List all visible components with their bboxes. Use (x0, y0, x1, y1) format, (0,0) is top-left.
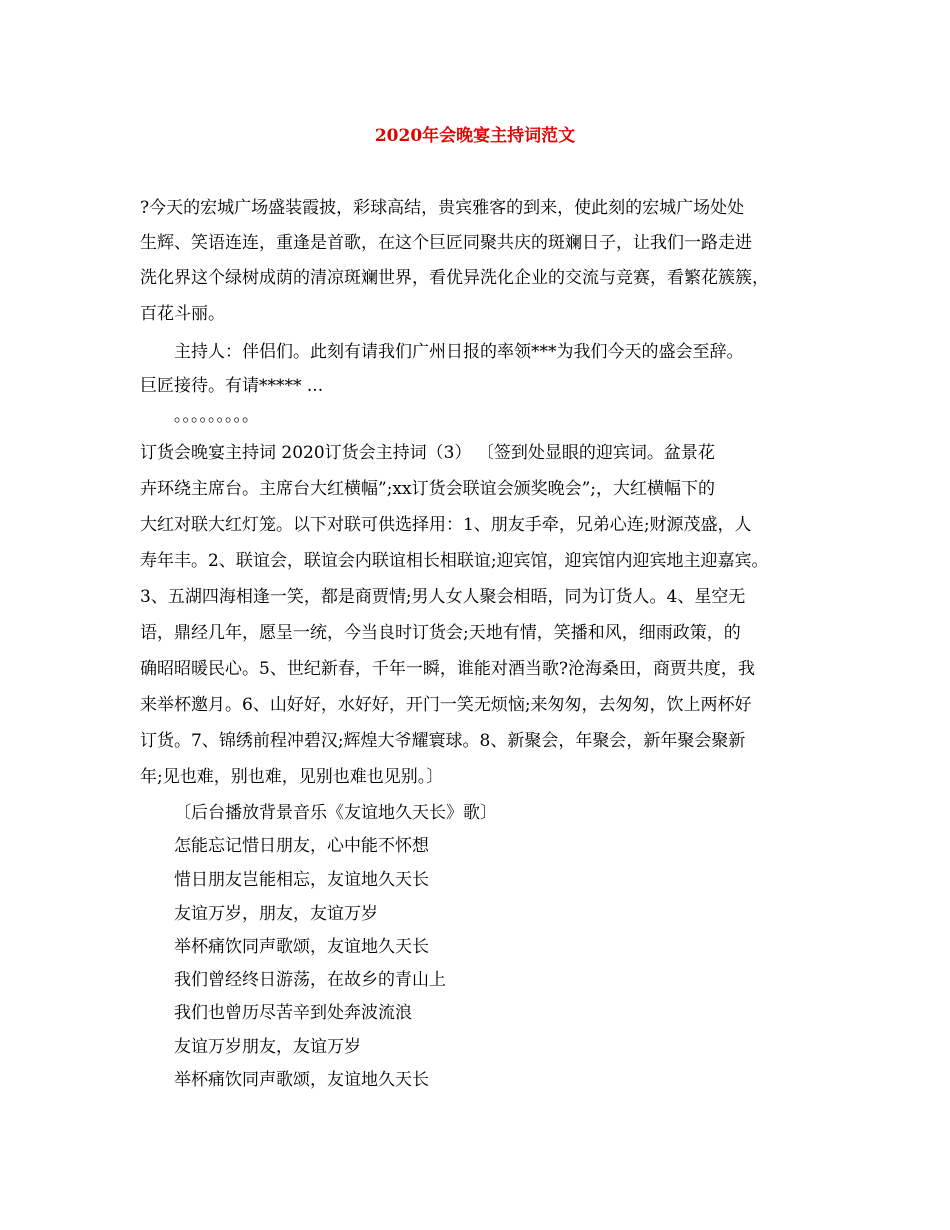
body-line: 语，鼎经几年，愿呈一统，今当良时订货会;天地有情，笑播和风，细雨政策，的 (140, 623, 741, 643)
body-line: 生辉、笑语连连，重逢是首歌，在这个巨匠同聚共庆的斑斓日子，让我们一路走进 (140, 233, 752, 253)
body-line: 寿年丰。2、联谊会，联谊会内联谊相长相联谊;迎宾馆，迎宾馆内迎宾地主迎嘉宾。 (140, 551, 769, 571)
body-line: 年;见也难，别也难，见别也难也见别。〕 (140, 767, 444, 787)
lyric-line: 友谊万岁，朋友，友谊万岁 (174, 904, 378, 924)
body-line: 3、五湖四海相逢一笑，都是商贾情;男人女人聚会相晤，同为订货人。4、星空无 (140, 587, 746, 607)
body-line: ?今天的宏城广场盛装霞披，彩球高结，贵宾雅客的到来，使此刻的宏城广场处处 (140, 198, 745, 218)
host-line: 主持人：伴侣们。此刻有请我们广州日报的率领***为我们今天的盛会至辞。 (174, 342, 744, 362)
lyric-line: 我们曾经终日游荡，在故乡的青山上 (174, 970, 446, 990)
stage-direction: 〔后台播放背景音乐《友谊地久天长》歌〕 (174, 803, 497, 823)
ellipsis-line: 。。。。。。。。。 (174, 406, 259, 426)
body-line: 订货会晚宴主持词 2020订货会主持词（3） 〔签到处显眼的迎宾词。盆景花 (140, 443, 715, 463)
body-line: 确昭昭暖民心。5、世纪新春，千年一瞬，谁能对酒当歌?沧海桑田，商贾共度，我 (140, 659, 755, 679)
lyric-line: 友谊万岁朋友，友谊万岁 (174, 1037, 361, 1057)
lyric-line: 惜日朋友岂能相忘，友谊地久天长 (174, 870, 429, 890)
lyric-line: 怎能忘记惜日朋友，心中能不怀想 (174, 836, 429, 856)
body-line: 巨匠接待。有请***** ... (140, 376, 324, 396)
body-line: 洗化界这个绿树成荫的清凉斑斓世界，看优异洗化企业的交流与竞赛，看繁花簇簇， (140, 268, 769, 288)
body-line: 订货。7、锦绣前程冲碧汉;辉煌大爷耀寰球。8、新聚会，年聚会，新年聚会聚新 (140, 731, 746, 751)
body-line: 大红对联大红灯笼。以下对联可供选择用：1、朋友手牵，兄弟心连;财源茂盛，人 (140, 515, 752, 535)
body-line: 卉环绕主席台。主席台大红横幅”;xx订货会联谊会颁奖晚会”;，大红横幅下的 (140, 479, 716, 499)
lyric-line: 我们也曾历尽苦辛到处奔波流浪 (174, 1003, 412, 1023)
lyric-line: 举杯痛饮同声歌颂，友谊地久天长 (174, 937, 429, 957)
body-line: 来举杯邀月。6、山好好，水好好，开门一笑无烦恼;来匆匆，去匆匆，饮上两杯好 (140, 695, 752, 715)
document-title: 2020年会晚宴主持词范文 (374, 126, 576, 146)
body-line: 百花斗丽。 (140, 304, 225, 324)
lyric-line: 举杯痛饮同声歌颂，友谊地久天长 (174, 1070, 429, 1090)
